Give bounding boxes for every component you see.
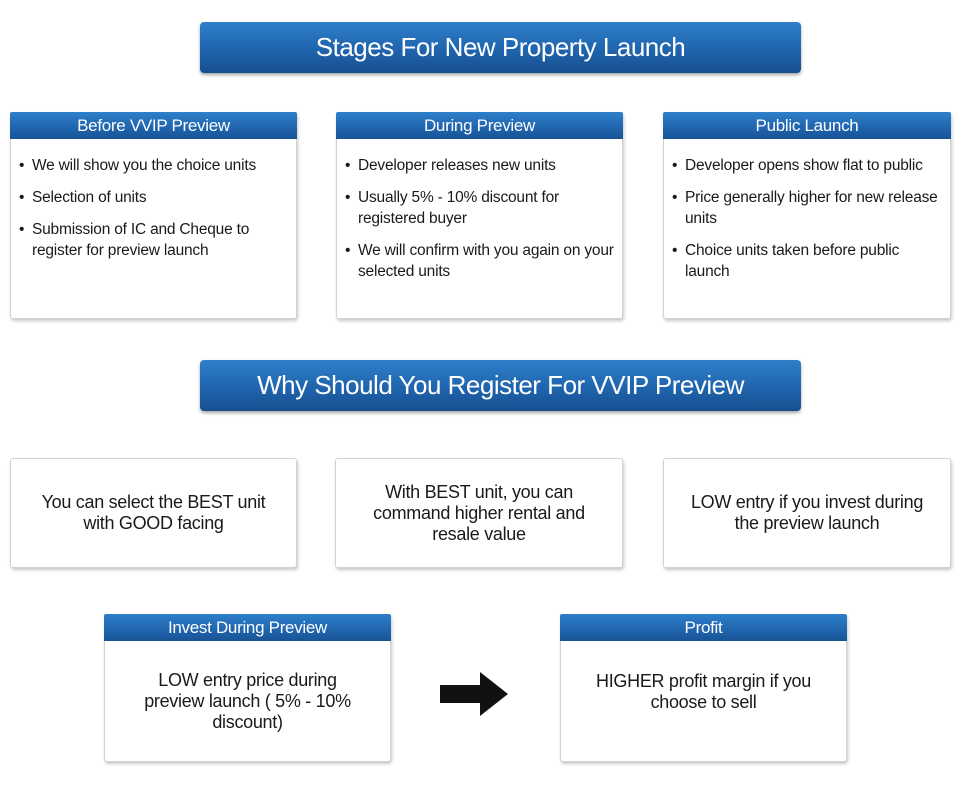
- stage-card-header: [663, 112, 951, 139]
- stage-item-list: [337, 139, 622, 282]
- profit-card-header: [560, 614, 847, 641]
- reason-card: [335, 458, 623, 568]
- invest-card-header: [104, 614, 391, 641]
- right-arrow-icon: [440, 672, 510, 716]
- profit-card: [560, 614, 847, 762]
- stage-item-list: [664, 139, 950, 282]
- stage-item-list: [11, 139, 296, 261]
- stage-item: • Submission of IC and Cheque to register for preview launch: [19, 219, 288, 261]
- stages-title-banner: [200, 22, 801, 73]
- invest-card-text: LOW entry price during preview launch ( 5% - 10% discount): [144, 670, 351, 732]
- stage-item: • We will confirm with you again on your selected units: [345, 240, 614, 282]
- stage-card-public-launch: [663, 112, 951, 319]
- reason-text: LOW entry if you invest during the preview launch: [690, 492, 924, 533]
- stage-card-header: [336, 112, 623, 139]
- stage-card-title: During Preview: [423, 115, 536, 135]
- invest-during-preview-card: [104, 614, 391, 762]
- invest-card-body: [105, 642, 390, 761]
- stages-title: Stages For New Property Launch: [315, 32, 686, 62]
- stage-item: • We will show you the choice units: [19, 155, 288, 176]
- stage-item: • Developer opens show flat to public: [672, 155, 942, 176]
- stage-card-title: Before VVIP Preview: [77, 115, 230, 135]
- stage-card-before-vvip: [10, 112, 297, 319]
- stage-item: • Choice units taken before public launch: [672, 240, 942, 282]
- reason-text: With BEST unit, you can command higher rental and resale value: [373, 481, 585, 544]
- stage-item: • Usually 5% - 10% discount for registered buyer: [345, 187, 614, 229]
- stage-card-header: [10, 112, 297, 139]
- stage-item: • Developer releases new units: [345, 155, 614, 176]
- arrow-shape: [440, 672, 508, 716]
- stage-item: • Selection of units: [19, 187, 288, 208]
- reason-card: [10, 458, 297, 568]
- profit-card-text: HIGHER profit margin if you choose to sell: [596, 670, 811, 712]
- reason-text: You can select the BEST unit with GOOD facing: [41, 492, 266, 533]
- stage-card-title: Public Launch: [755, 115, 859, 135]
- register-title-banner: [200, 360, 801, 411]
- profit-card-body: [561, 642, 846, 761]
- stage-item: • Price generally higher for new release units: [672, 187, 942, 229]
- profit-card-title: Profit: [684, 617, 723, 637]
- stage-card-during-preview: [336, 112, 623, 319]
- reason-card: [663, 458, 951, 568]
- invest-card-title: Invest During Preview: [167, 617, 328, 637]
- register-title: Why Should You Register For VVIP Preview: [257, 370, 744, 400]
